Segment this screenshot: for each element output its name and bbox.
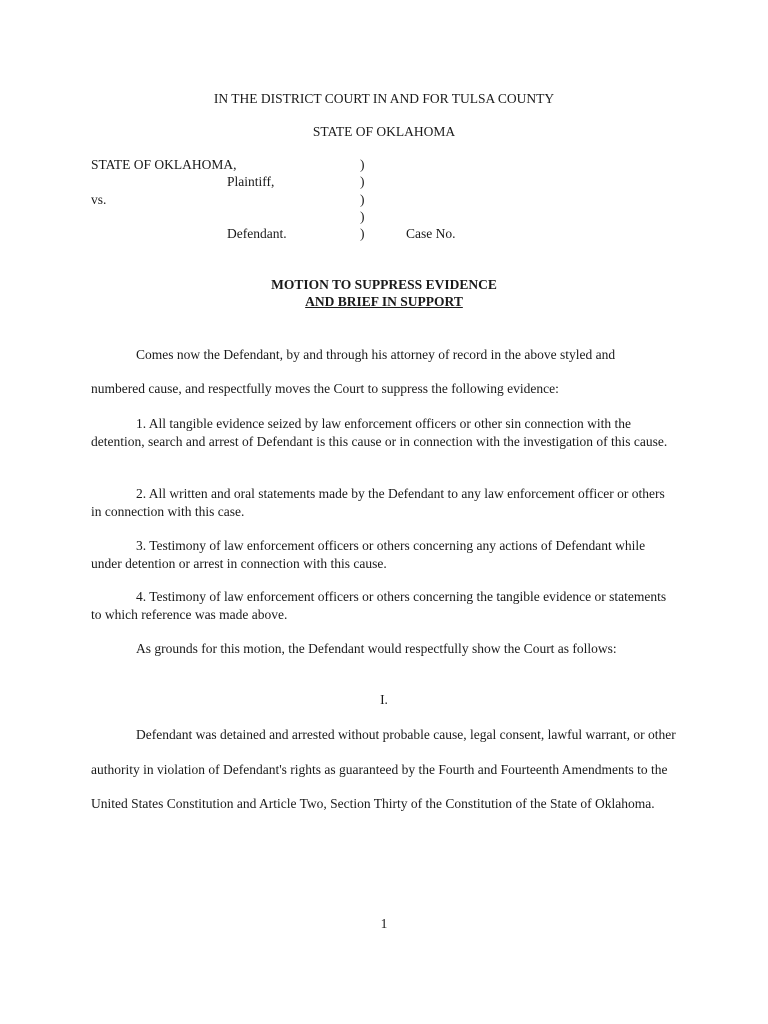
motion-title-line2-wrap xyxy=(0,294,768,310)
caption-paren: ) xyxy=(360,209,365,224)
caption-paren: ) xyxy=(360,157,365,172)
section-numeral: I. xyxy=(380,692,388,707)
caption-paren: ) xyxy=(360,226,365,241)
page-number: 1 xyxy=(380,916,388,931)
section-one-text: Defendant was detained and arrested without probable cause, legal consent, lawful warrant, or other authority in violation of Defendant's rights as guaranteed by the Fourth and Fourteenth Amendments to the United States Constitution and Article Two, Section Thirty of the Constitution of the State of Oklahoma. xyxy=(91,727,676,811)
motion-title-line2: AND BRIEF IN SUPPORT xyxy=(305,294,463,309)
grounds-statement: As grounds for this motion, the Defendant would respectfully show the Court as follows: xyxy=(136,641,617,656)
defendant-label: Defendant. xyxy=(227,226,287,241)
evidence-item-1: 1. All tangible evidence seized by law enforcement officers or other sin connection with the detention, search and arrest of Defendant is this cause or in connection with the investigation of this cause. xyxy=(91,416,668,449)
evidence-item-4: 4. Testimony of law enforcement officers or others concerning the tangible evidence or statements to which reference was made above. xyxy=(91,589,667,622)
court-heading: IN THE DISTRICT COURT IN AND FOR TULSA COUNTY xyxy=(213,91,555,106)
intro-line-2: numbered cause, and respectfully moves the Court to suppress the following evidence: xyxy=(91,381,559,396)
caption-paren: ) xyxy=(360,192,365,207)
caption-paren: ) xyxy=(360,174,365,189)
versus-label: vs. xyxy=(91,192,107,207)
plaintiff-name: STATE OF OKLAHOMA, xyxy=(91,157,237,172)
motion-title-line1: MOTION TO SUPPRESS EVIDENCE xyxy=(271,277,497,292)
plaintiff-label: Plaintiff, xyxy=(227,174,275,189)
state-heading: STATE OF OKLAHOMA xyxy=(312,124,456,139)
evidence-item-2: 2. All written and oral statements made by the Defendant to any law enforcement officer or others in connection with this case. xyxy=(91,486,665,519)
intro-line-1: Comes now the Defendant, by and through his attorney of record in the above styled and xyxy=(136,347,616,362)
case-number-label: Case No. xyxy=(406,226,456,241)
evidence-item-3: 3. Testimony of law enforcement officers or others concerning any actions of Defendant while under detention or arrest in connection with this cause. xyxy=(91,538,646,571)
